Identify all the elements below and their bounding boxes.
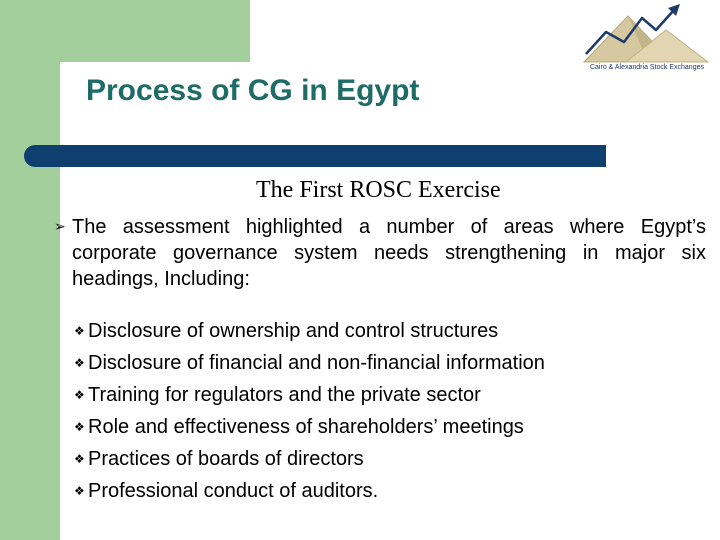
- list-item: [74, 379, 545, 411]
- diamond-bullet-icon: ❖: [74, 324, 85, 338]
- intro-paragraph: [54, 214, 706, 292]
- intro-text: The assessment highlighted a number of areas where Egypt’s corporate governance system needs strengthening in major six headings, Including:: [72, 216, 706, 290]
- list-item: [74, 411, 545, 443]
- slide-title: Process of CG in Egypt: [86, 74, 420, 107]
- decorative-green-strip: [0, 62, 60, 540]
- arrow-bullet-icon: ➢: [54, 219, 66, 235]
- list-item-text: Role and effectiveness of shareholders’ meetings: [88, 416, 524, 438]
- diamond-bullet-icon: ❖: [74, 388, 85, 402]
- list-item: [74, 443, 545, 475]
- list-item-text: Disclosure of ownership and control structures: [88, 320, 499, 342]
- decorative-green-block: [0, 0, 250, 62]
- list-item-text: Practices of boards of directors: [88, 448, 364, 470]
- list-item: [74, 475, 545, 507]
- list-item-text: Training for regulators and the private sector: [88, 384, 481, 406]
- diamond-bullet-icon: ❖: [74, 356, 85, 370]
- list-item: [74, 347, 545, 379]
- diamond-bullet-icon: ❖: [74, 484, 85, 498]
- title-underline-bar: [24, 145, 606, 167]
- list-item: [74, 315, 545, 347]
- list-item-text: Professional conduct of auditors.: [88, 480, 379, 502]
- list-item-text: Disclosure of financial and non-financial information: [88, 352, 545, 374]
- slide-subtitle: The First ROSC Exercise: [256, 177, 501, 203]
- diamond-bullet-icon: ❖: [74, 420, 85, 434]
- diamond-bullet-icon: ❖: [74, 452, 85, 466]
- logo-caption: Cairo & Alexandria Stock Exchanges: [589, 64, 704, 71]
- bullet-list: [74, 315, 545, 507]
